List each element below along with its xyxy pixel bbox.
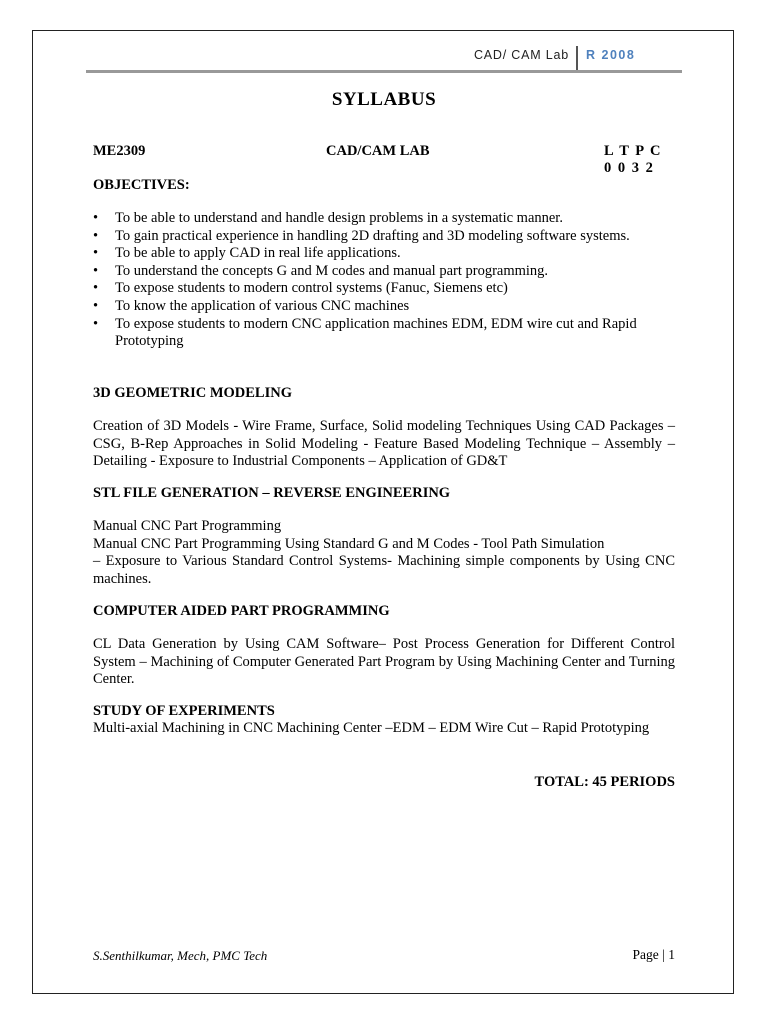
ltpc-values: 0 0 3 2 (604, 160, 655, 176)
bullet-icon: • (93, 245, 99, 262)
bullet-icon: • (93, 280, 99, 297)
section-line: Manual CNC Part Programming Using Standard G and M Codes - Tool Path Simulation (93, 535, 605, 552)
section-study-of-experiments (93, 703, 675, 738)
objective-text: To expose students to modern CNC application machines EDM, EDM wire cut and Rapid Prototyping (115, 315, 637, 350)
header-regulation: R 2008 (586, 48, 636, 62)
section-3d-geometric-modeling (93, 385, 675, 471)
objective-text: To know the application of various CNC machines (115, 297, 410, 314)
section-heading: STL FILE GENERATION – REVERSE ENGINEERING (93, 485, 451, 501)
header-separator (576, 46, 578, 72)
section-text: Creation of 3D Models - Wire Frame, Surface, Solid modeling Techniques Using CAD Packages – CSG, B-Rep Approaches in Solid Modeling - Feature Based Modeling Technique – Assembly – Detailing - Exposure to Industrial Components – Application of GD&T (93, 418, 675, 470)
objective-text: To be able to apply CAD in real life applications. (115, 245, 401, 262)
section-text: Multi-axial Machining in CNC Machining Center –EDM – EDM Wire Cut – Rapid Prototyping (93, 720, 650, 736)
bullet-icon: • (93, 210, 99, 226)
section-text: CL Data Generation by Using CAM Software– Post Process Generation for Different Control System – Machining of Computer Generated Part Program by Using Machining Center and Turning Center. (93, 636, 675, 688)
footer-author: S.Senthilkumar, Mech, PMC Tech (93, 948, 268, 963)
course-name: CAD/CAM LAB (326, 143, 430, 159)
header-rule (86, 70, 682, 73)
header-course-label: CAD/ CAM Lab (473, 48, 569, 62)
ltpc-label: L T P C (604, 143, 662, 159)
page-header (0, 46, 768, 70)
section-line: Manual CNC Part Programming (93, 518, 282, 534)
objective-text: To expose students to modern control systems (Fanuc, Siemens etc) (115, 280, 508, 297)
total-periods: TOTAL: 45 PERIODS (534, 774, 675, 790)
objective-text: To gain practical experience in handling 2D drafting and 3D modeling software systems. (115, 227, 630, 244)
footer-page-number: Page | 1 (632, 947, 675, 962)
section-heading: COMPUTER AIDED PART PROGRAMMING (93, 603, 390, 619)
section-computer-aided-part-programming (93, 603, 675, 689)
page-title: SYLLABUS (331, 89, 437, 110)
list-item (93, 298, 693, 316)
bullet-icon: • (93, 297, 99, 314)
bullet-icon: • (93, 262, 99, 279)
section-heading: STUDY OF EXPERIMENTS (93, 703, 275, 719)
list-item (93, 280, 693, 298)
list-item (93, 263, 693, 281)
bullet-icon: • (93, 315, 99, 332)
list-item (93, 210, 693, 228)
section-stl-file-generation (93, 485, 675, 588)
bullet-icon: • (93, 227, 99, 244)
section-line: – Exposure to Various Standard Control Systems- Machining simple components by Using CNC machines. (93, 553, 675, 587)
objectives-list (93, 210, 693, 351)
list-item (93, 316, 693, 351)
course-code: ME2309 (93, 143, 146, 159)
objective-text: To be able to understand and handle design problems in a systematic manner. (115, 210, 563, 226)
section-heading: 3D GEOMETRIC MODELING (93, 385, 292, 401)
objectives-heading: OBJECTIVES: (93, 177, 190, 193)
list-item (93, 228, 693, 246)
list-item (93, 245, 693, 263)
objective-text: To understand the concepts G and M codes and manual part programming. (115, 262, 549, 279)
